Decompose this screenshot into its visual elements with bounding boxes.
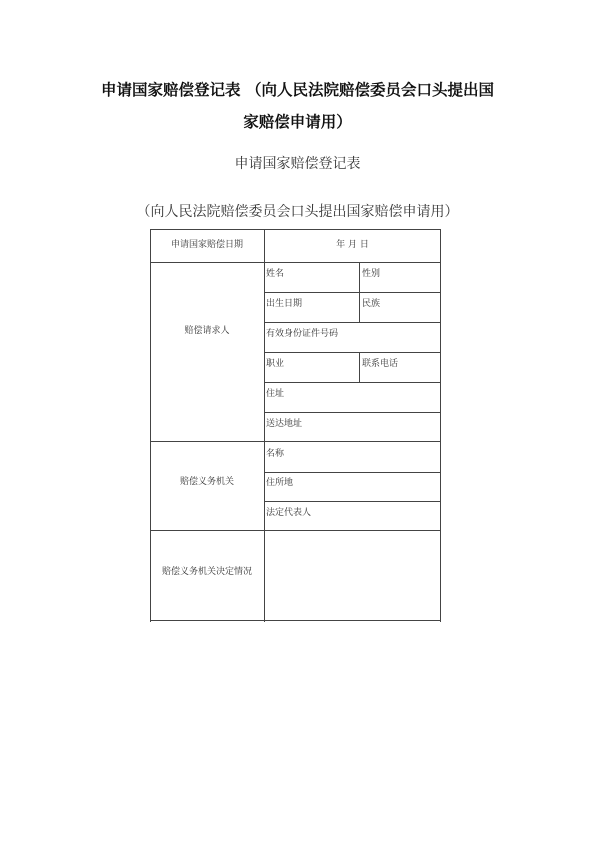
table-border-left xyxy=(150,229,151,622)
decision-section-label: 赔偿义务机关决定情况 xyxy=(161,567,252,577)
obligor-section-label: 赔偿义务机关 xyxy=(179,477,234,487)
field-label-obligor-residence: 住所地 xyxy=(266,478,294,488)
field-label-delivery-address: 送达地址 xyxy=(266,419,303,429)
table-rule-obligor-name-row xyxy=(265,472,441,473)
date-label: 申请国家赔偿日期 xyxy=(170,240,243,250)
table-rule-obligor-section xyxy=(150,530,441,531)
table-rule-id-row xyxy=(265,352,441,353)
field-label-ethnicity: 民族 xyxy=(362,299,381,309)
form-title: 申请国家赔偿登记表 xyxy=(234,156,361,172)
field-label-address: 住址 xyxy=(266,389,285,399)
field-label-obligor-name: 名称 xyxy=(266,449,285,459)
date-value: 年 月 日 xyxy=(336,240,369,250)
table-rule-name-row xyxy=(265,292,441,293)
table-subcolumn-name-gender xyxy=(359,262,360,292)
field-label-legal-representative: 法定代表人 xyxy=(266,508,312,518)
field-label-gender: 性别 xyxy=(362,269,381,279)
table-border-bottom xyxy=(150,620,441,621)
table-rule-date xyxy=(150,262,441,263)
field-label-birth-date: 出生日期 xyxy=(266,299,303,309)
table-rule-occupation-row xyxy=(265,382,441,383)
form-subtitle: （向人民法院赔偿委员会口头提出国家赔偿申请用） xyxy=(136,204,459,220)
table-column-divider xyxy=(264,229,265,622)
claimant-section-label: 赔偿请求人 xyxy=(184,326,230,336)
field-label-id-number: 有效身份证件号码 xyxy=(266,329,339,339)
table-subcolumn-birth-ethnicity xyxy=(359,292,360,322)
document-heading-line-2: 家赔偿申请用） xyxy=(243,113,352,131)
field-label-phone: 联系电话 xyxy=(362,359,399,369)
table-border-top xyxy=(150,229,441,230)
table-rule-claimant-section xyxy=(150,441,441,442)
table-subcolumn-occupation-phone xyxy=(359,352,360,382)
table-rule-address-row xyxy=(265,412,441,413)
table-rule-obligor-residence-row xyxy=(265,501,441,502)
registration-form-table xyxy=(150,229,441,622)
field-label-occupation: 职业 xyxy=(266,359,285,369)
table-border-right xyxy=(440,229,441,622)
document-heading-line-1: 申请国家赔偿登记表 （向人民法院赔偿委员会口头提出国 xyxy=(101,81,494,99)
table-rule-birth-row xyxy=(265,322,441,323)
field-label-name: 姓名 xyxy=(266,269,285,279)
